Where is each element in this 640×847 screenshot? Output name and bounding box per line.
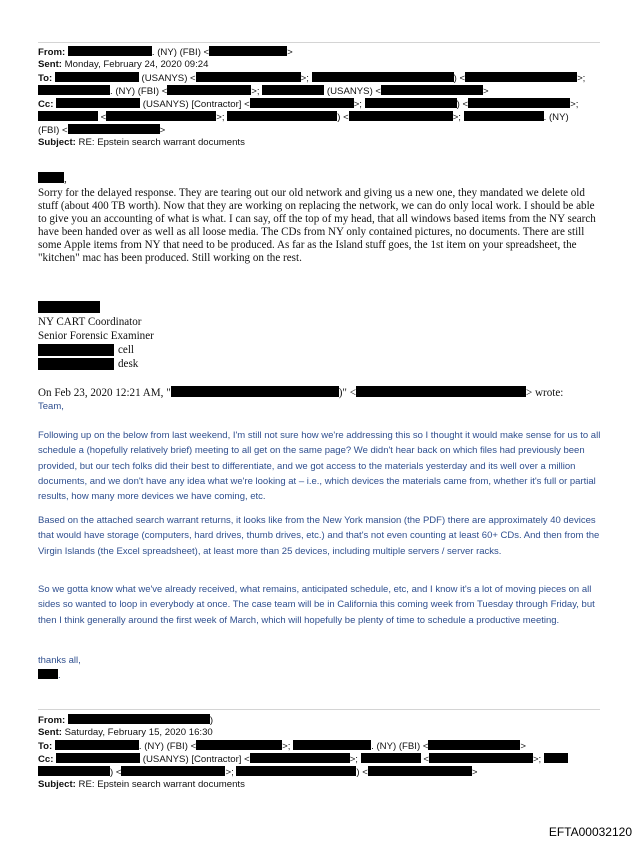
subject-label: Subject: (38, 779, 76, 790)
quote-paragraph-2: Based on the attached search warrant returns, it looks like from the New York mansion (the PDF) there are approximately 40 devices that would have storage (computers, hard drives, thumb drives, etc.) and that's not even counting at least 60+ CDs. And then from the Virgin Islands (the Excel spreadsheet), at least more than 25 devices, including multiple servers / server racks. (38, 515, 600, 557)
redaction (167, 85, 251, 95)
cc-text: >; (532, 754, 542, 765)
cc-text: >; (225, 767, 234, 778)
reply-body: Sorry for the delayed response. They are tearing out our old network and giving us a new one, they mandated we delete old stuff (about 400 TB worth). Now that they are working on replacing the network, we can do only local work. I should be able to give you an accounting of what is what. I can say, off the top of my head, that all windows based items from the NY search have been handed over as well as all loose media. The CDs from NY only contained pictures, no documents. There are still some Apple items from NY that need to be produced. As far as the Island stuff goes, the 1st item on your spreadsheet, the "kitchen" mac has been produced. Still working on the rest. (38, 187, 596, 264)
sent-label: Sent: (38, 59, 62, 70)
cc-text: < (420, 754, 429, 765)
cc-line-4 (38, 753, 568, 766)
to-text: ) < (453, 73, 466, 84)
to-line-2 (38, 85, 489, 98)
redaction (464, 111, 544, 121)
from-text: . (NY) (FBI) < (151, 47, 210, 58)
from-label: From: (38, 47, 66, 58)
redaction (38, 344, 114, 356)
redaction (262, 85, 324, 95)
redaction (209, 46, 287, 56)
sent-line-2 (38, 727, 213, 739)
cc-line-5 (38, 766, 478, 779)
redaction (365, 98, 457, 108)
cc-text: > (159, 125, 166, 136)
cc-text: >; (570, 99, 579, 110)
cc-text: ) < (337, 112, 349, 123)
redaction (349, 111, 453, 121)
redaction (38, 111, 98, 121)
sent-line (38, 59, 208, 71)
cc-line-3 (38, 124, 165, 137)
to-text: >; (282, 741, 291, 752)
redaction (356, 386, 526, 397)
subject-line (38, 137, 245, 149)
subject-value: RE: Epstein search warrant documents (78, 779, 245, 790)
bates-number: EFTA00032120 (548, 825, 632, 839)
cc-text: (USANYS) [Contractor] < (140, 99, 250, 110)
quote-paragraph-3: So we gotta know what we've already received, what remains, anticipated schedule, etc, and I know it's a lot of moving pieces on all sides so wanted to loop in everybody at once. The case team will be in California this coming week from Tuesday through Friday, but then I think generally around the first week of March, which will hopefully be plenty of time to schedule a productive meeting. (38, 584, 595, 626)
redaction (55, 740, 139, 750)
to-text: (USANYS) < (138, 73, 196, 84)
to-text: > (520, 741, 527, 752)
cc-label: Cc: (38, 99, 54, 110)
redaction (293, 740, 371, 750)
to-text: > (483, 86, 489, 97)
redaction (361, 753, 421, 763)
cc-text: ) < (456, 99, 469, 110)
sig-title-2: Senior Forensic Examiner (38, 330, 154, 342)
quote-intro-text: > wrote: (526, 387, 564, 399)
header-divider-2 (38, 709, 600, 710)
to-line-3 (38, 740, 526, 753)
to-text: >; (577, 73, 586, 84)
quote-intro-text: On Feb 23, 2020 12:21 AM, " (38, 387, 171, 399)
redaction (68, 124, 160, 134)
to-text: . (NY) (FBI) < (138, 741, 197, 752)
cc-text: ) < (356, 767, 368, 778)
redaction (38, 301, 100, 313)
redaction (38, 85, 110, 95)
redaction (544, 753, 568, 763)
sent-value: Saturday, February 15, 2020 16:30 (64, 727, 213, 738)
redaction (38, 766, 110, 776)
redaction (250, 98, 354, 108)
cc-text: >; (349, 754, 358, 765)
sig-title-1: NY CART Coordinator (38, 316, 142, 328)
cc-text: (USANYS) [Contractor] < (140, 754, 250, 765)
signoff-text: . (58, 670, 61, 681)
quote-intro-text: )" < (338, 387, 356, 399)
to-text: . (NY) (FBI) < (371, 741, 429, 752)
redaction (38, 172, 64, 183)
redaction (55, 72, 139, 82)
cc-text: >; (216, 112, 225, 123)
quote-paragraph-1: Following up on the below from last weekend, I'm still not sure how we're addressing this so I thought it would make sense for us to all schedule a (hopefully relatively brief) meeting to all get on the same page? We didn't hear back on which files had previously been provided, but our tech folks did their best to differentiate, and we got access to the materials yesterday and its well over a million documents, and we don't have any idea what we're looking at – i.e., which devices the materials came from, whether it's full or partial results, how many more devices we have coming, etc. (38, 430, 601, 503)
subject-label: Subject: (38, 137, 76, 148)
quote-intro (38, 386, 563, 400)
reply-greeting (38, 172, 67, 186)
cc-text: (FBI) < (38, 125, 68, 136)
sent-label: Sent: (38, 727, 62, 738)
from-line (38, 46, 293, 59)
redaction (68, 714, 210, 724)
sent-value: Monday, February 24, 2020 09:24 (64, 59, 209, 70)
redaction (312, 72, 454, 82)
from-text: > (287, 47, 293, 58)
redaction (428, 740, 520, 750)
redaction (227, 111, 337, 121)
redaction (56, 753, 140, 763)
redaction (171, 386, 339, 397)
from-label: From: (38, 715, 66, 726)
redaction (250, 753, 350, 763)
redaction (56, 98, 140, 108)
redaction (121, 766, 225, 776)
cc-text: . (NY) (543, 112, 569, 123)
redaction (381, 85, 483, 95)
to-line (38, 72, 585, 85)
to-label: To: (38, 741, 53, 752)
header-divider (38, 42, 600, 43)
redaction (465, 72, 577, 82)
redaction (106, 111, 216, 121)
to-label: To: (38, 73, 53, 84)
cc-text: >; (452, 112, 461, 123)
redaction (429, 753, 533, 763)
to-text: . (NY) (FBI) < (110, 86, 168, 97)
cc-line (38, 98, 578, 111)
quote-signoff (38, 668, 603, 683)
redaction (38, 669, 58, 679)
redaction (368, 766, 472, 776)
redaction (236, 766, 356, 776)
to-text: >; (251, 86, 260, 97)
from-line-2 (38, 714, 213, 727)
to-text: >; (300, 73, 309, 84)
from-text: ) (209, 715, 214, 726)
redaction (68, 46, 152, 56)
redaction (196, 72, 301, 82)
redaction (468, 98, 570, 108)
sig-cell: cell (118, 344, 135, 356)
to-text: (USANYS) < (324, 86, 382, 97)
subject-line-2 (38, 779, 245, 791)
cc-label: Cc: (38, 754, 54, 765)
subject-value: RE: Epstein search warrant documents (78, 137, 245, 148)
redaction (196, 740, 282, 750)
redaction (38, 358, 114, 370)
cc-text: >; (353, 99, 362, 110)
cc-text: < (98, 112, 107, 123)
cc-line-2 (38, 111, 569, 124)
greeting-text: , (64, 173, 67, 185)
cc-text: > (471, 767, 478, 778)
quote-salutation: Team, (38, 401, 64, 412)
quote-closing: thanks all, (38, 655, 81, 666)
cc-text: ) < (110, 767, 122, 778)
sig-desk: desk (118, 358, 139, 370)
